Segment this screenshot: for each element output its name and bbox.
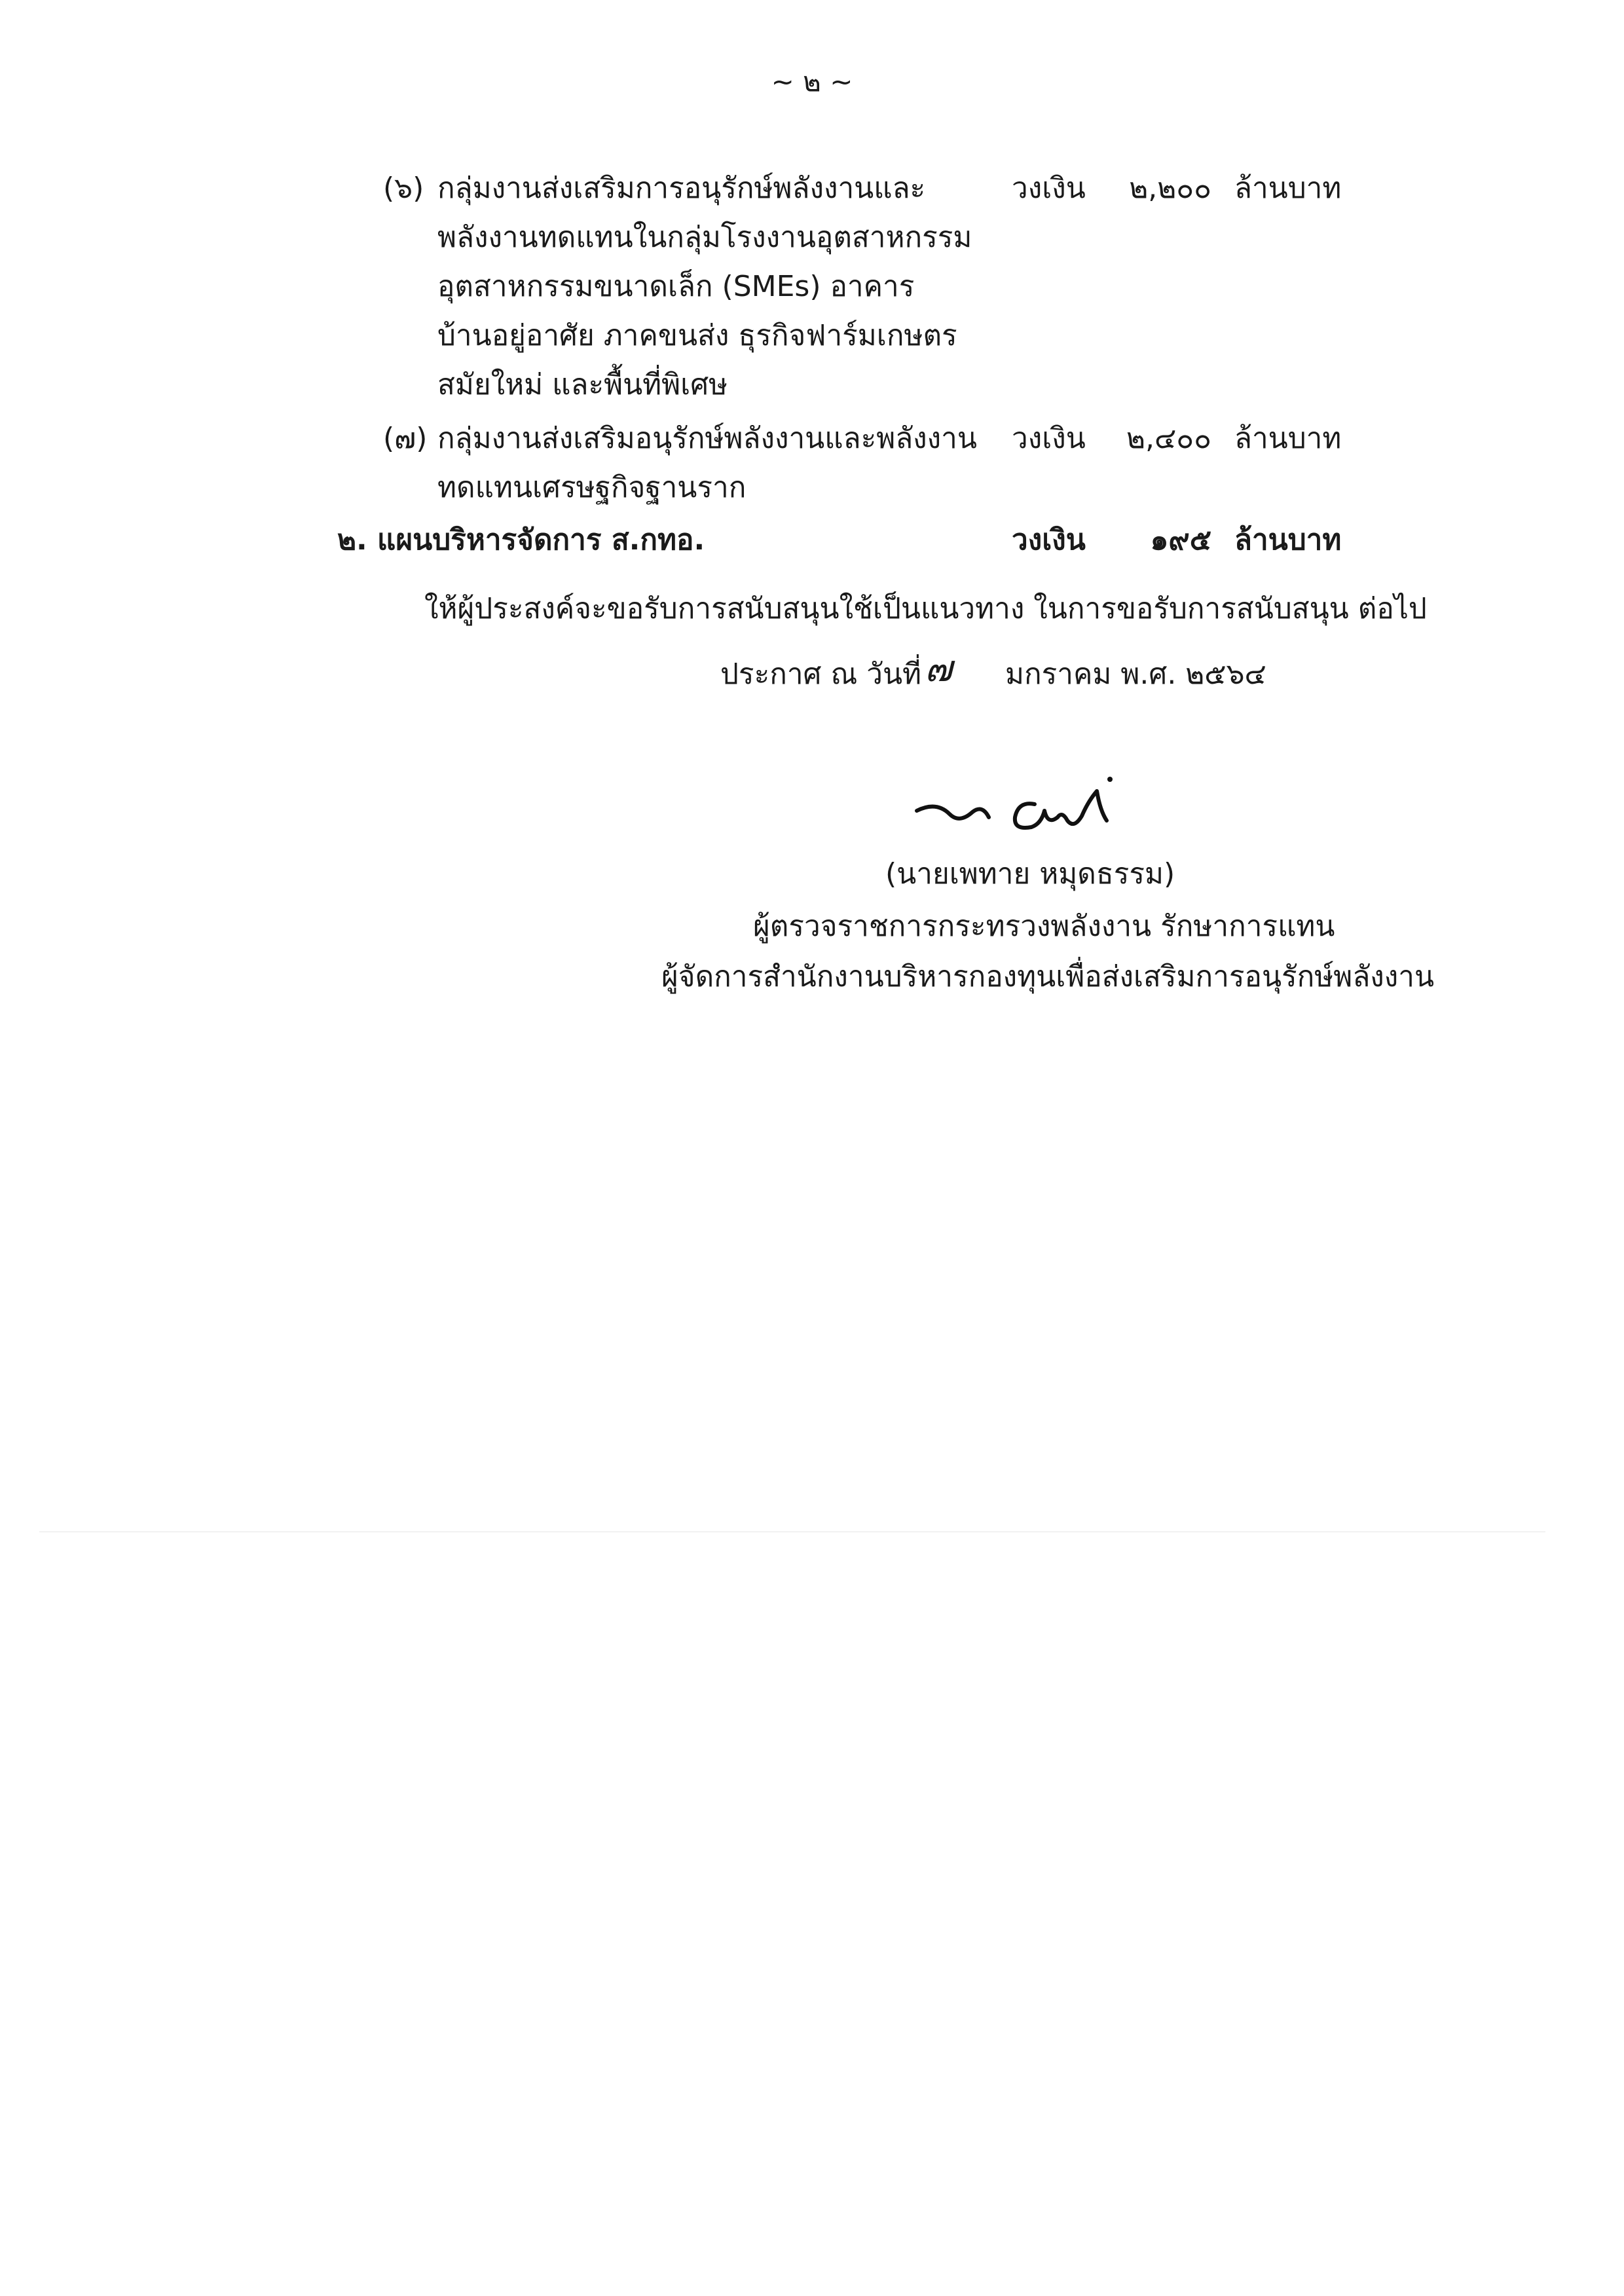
- item-6-amount-label: วงเงิน: [1012, 172, 1086, 205]
- item-7-number: (๗): [383, 422, 428, 455]
- item-6-line-2: พลังงานทดแทนในกลุ่มโรงงานอุตสาหกรรม: [437, 221, 972, 254]
- signatory-name: (นายเพทาย หมุดธรรม): [885, 857, 1175, 891]
- item-7-line-2: ทดแทนเศรษฐกิจฐานราก: [437, 471, 747, 504]
- page-number: ~ ๒ ~: [771, 65, 853, 98]
- item-6-line-1: กลุ่มงานส่งเสริมการอนุรักษ์พลังงานและ: [437, 172, 926, 205]
- guidance-text: ให้ผู้ประสงค์จะขอรับการสนับสนุนใช้เป็นแนวทาง ในการขอรับการสนับสนุน ต่อไป: [424, 592, 1427, 625]
- item-6-line-3: อุตสาหกรรมขนาดเล็ก (SMEs) อาคาร: [437, 270, 915, 303]
- item-7-amount-label: วงเงิน: [1012, 422, 1086, 455]
- section-2-amount-value: ๑๙๕: [1150, 523, 1211, 557]
- item-6-amount-unit: ล้านบาท: [1234, 172, 1342, 205]
- section-2-amount-label: วงเงิน: [1012, 523, 1086, 557]
- signatory-position-line-2: ผู้จัดการสำนักงานบริหารกองทุนเพื่อส่งเสริมการอนุรักษ์พลังงาน: [661, 960, 1435, 993]
- item-7-amount-value: ๒,๔๐๐: [1126, 422, 1211, 455]
- item-6-line-4: บ้านอยู่อาศัย ภาคขนส่ง ธุรกิจฟาร์มเกษตร: [437, 319, 957, 352]
- announcement-prefix: ประกาศ ณ วันที่: [720, 657, 922, 691]
- item-7-amount-unit: ล้านบาท: [1234, 422, 1342, 455]
- item-7-line-1: กลุ่มงานส่งเสริมอนุรักษ์พลังงานและพลังงาน: [437, 422, 977, 455]
- handwritten-signature: [910, 765, 1172, 843]
- item-6-number: (๖): [383, 172, 424, 205]
- item-6-amount-value: ๒,๒๐๐: [1129, 172, 1211, 205]
- section-2-title: ๒. แผนบริหารจัดการ ส.กทอ.: [337, 523, 705, 557]
- announcement-month-year: มกราคม พ.ศ. ๒๕๖๔: [1005, 657, 1266, 691]
- item-6-line-5: สมัยใหม่ และพื้นที่พิเศษ: [437, 368, 728, 401]
- section-2-amount-unit: ล้านบาท: [1234, 523, 1342, 557]
- signatory-position-line-1: ผู้ตรวจราชการกระทรวงพลังงาน รักษาการแทน: [753, 910, 1335, 943]
- scan-fold-line: [39, 1531, 1545, 1532]
- announcement-day: ๗: [925, 648, 953, 690]
